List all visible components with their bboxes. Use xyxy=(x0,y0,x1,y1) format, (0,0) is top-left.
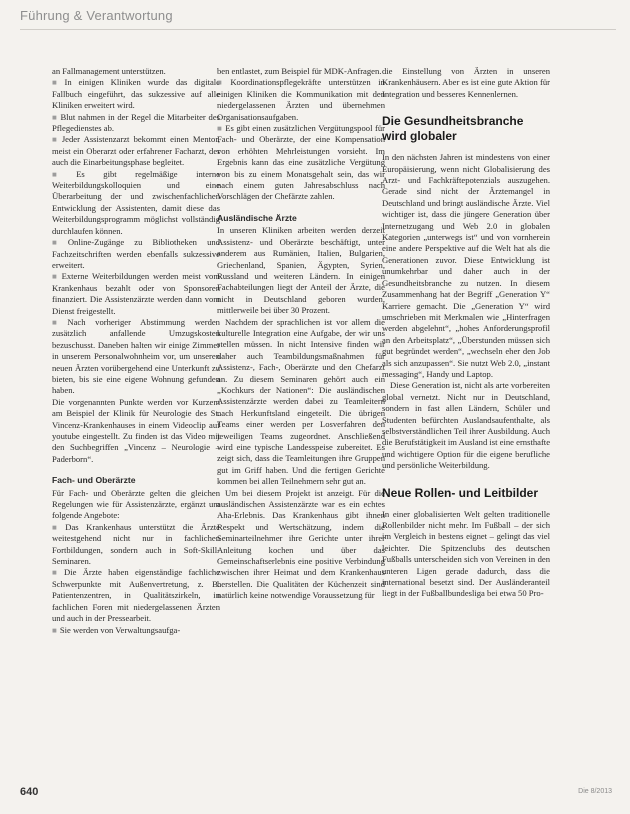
issue-label: Die 8/2013 xyxy=(578,788,612,795)
bullet-item: ■ Das Krankenhaus unterstützt die Ärzte weitestgehend nicht nur in fachlichen Fortbildungen, sondern auch in Soft-Skill-Seminaren. xyxy=(52,522,220,568)
bullet-item: ■ Es gibt regelmäßige interne Weiterbildungskolloquien und eine Überarbeitung der und zwischenfachlichen Entwicklung der Assistenten, damit diese das Weiterbildungsprogramm möglichst vollständig durchlaufen können. xyxy=(52,169,220,237)
text-column-1 xyxy=(52,66,220,636)
bullet-item: ■ Jeder Assistenzarzt bekommt einen Mentor, meist ein Oberarzt oder erfahrener Facharzt, der auch die Einarbeitungsphase begleitet. xyxy=(52,134,220,168)
bullet-item: ■ Sie werden von Verwaltungsaufga- xyxy=(52,625,220,636)
bullet-item: ■ Online-Zugänge zu Bibliotheken und Fachzeitschriften werden ebenfalls sukzessive erweitert. xyxy=(52,237,220,271)
paragraph: Die vorgenannten Punkte werden vor Kurzem am Beispiel der Klinik für Neurologie des St. Vincenz-Krankenhauses in einem Videoclip auf youtube eingestellt. Zu finden ist das Video mit den Suchbegriffen „Vincenz – Neurologie – Paderborn“. xyxy=(52,396,220,464)
section-heading: Neue Rollen- und Leitbilder xyxy=(382,485,539,500)
bullet-item: ■ Blut nahmen in der Regel die Mitarbeiter des Pflegedienstes ab. xyxy=(52,112,220,135)
paragraph: Für Fach- und Oberärzte gelten die gleichen Regelungen wie für Assistenzärzte, ergänzt um folgende Angebote: xyxy=(52,487,220,521)
text-column-2 xyxy=(217,66,385,602)
section-heading: Die Gesundheitsbranche wird globaler xyxy=(382,114,524,144)
paragraph: Diese Generation ist, nicht als arte vorbereiten global vernetzt. Nicht nur in Deutschland, sondern in fast allen Ländern, Schüler und Studenten befürchten Auslandsaufenthalte, als selbstverständlichen Teil ihrer Ausbildung. Auch die Berufstätigkeit im Ausland ist eine ernsthafte und wichtigere Option für die eigene berufliche und persönliche Weiterbildung. xyxy=(382,380,551,471)
subheading: Ausländische Ärzte xyxy=(217,212,297,223)
bullet-item: ■ Externe Weiterbildungen werden meist vom Krankenhaus bezahlt oder von Sponsoren finanziert. Die Assistenzärzte werden dann vom Dienst freigestellt. xyxy=(52,271,220,317)
paragraph: In einer globalisierten Welt gelten traditionelle Rollenbilder nicht mehr. Im Fußball – der sich im Vergleich in bestens eignet – gelingt das viel leichter. Die Spitzenclubs des deutschen Fußballs unterscheiden sich von Vereinen in den unteren Ligen gerade dadurch, dass die international besetzt sind. Der Ausländeranteil liegt in der Fußballbundesliga bei etwa 50 Pro- xyxy=(382,508,550,599)
paragraph: die Einstellung von Ärzten in unseren Krankenhäusern. Aber es ist eine gute Aktion für Integration und besseres Kennenlernen. xyxy=(382,66,551,99)
bullet-item: ■ Es gibt einen zusätzlichen Vergütungspool für Fach- und Oberärzte, der eine Kompensation von erhöhten Mehrleistungen vorsieht. Im Ergebnis kann das eine zusätzliche Vergütung von bis zu einem Monatsgehalt sein, das wir nach einem guten Jahresabschluss nach Vorschlägen der Chefärzte zahlen. xyxy=(217,123,385,203)
paragraph: ben entlastet, zum Beispiel für MDK-Anfragen. xyxy=(217,66,382,76)
bullet-item: ■ Die Ärzte haben eigenständige fachliche Schwerpunkte mit Außenvertretung, z. B. Patientenzentren, in Qualitätszirkeln, in fachlichen Foren mit niedergelassenen Ärzten und auch in der Pressearbeit. xyxy=(52,567,220,624)
bullet-item: ■ Koordinationspflegekräfte unterstützen in einigen Kliniken die Kommunikation mit den niedergelassenen Ärzten und übernehmen Organisationsaufgaben. xyxy=(217,77,385,123)
paragraph: Um bei diesem Projekt ist anzeigt. Für die ausländischen Assistenzärzte war es ein echtes Aha-Erlebnis. Das Krankenhaus gibt ihnen Respekt und Wertschätzung, indem die Seminarteilnehmer ihre Gerichte unter ihrer Anleitung kochen und über das Gemeinschaftserlebnis eine positive Verbindung zwischen ihrer Heimat und dem Krankenhaus herstellen. Die Qualitäten der Küchenzeit sind natürlich keine notwendige Voraussetzung für xyxy=(217,487,385,601)
text-column-3 xyxy=(382,66,550,600)
paragraph: an Fallmanagement unterstützen. xyxy=(52,66,166,76)
page-number: 640 xyxy=(20,786,39,798)
bullet-item: ■ Nach vorheriger Abstimmung werden zusätzlich anfallende Umzugskosten bezuschusst. Daneben halten wir einige Zimmer in unserem Personalwohnheim vor, um unseren neuen Ärzten vorübergehend eine Unterkunft zu bieten, bis sie eine eigene Wohnung gefunden haben. xyxy=(52,317,220,397)
header-divider xyxy=(20,29,616,30)
paragraph: In unseren Kliniken arbeiten werden derzeit Assistenz- und Oberärzte beschäftigt, unter anderem aus Rumänien, Italien, Bulgarien, Griechenland, Spanien, Ägypten, Syrien, Russland und weiteren Ländern. In einigen Fachabteilungen liegt der Anteil der Ärzte, die nicht in Deutschland geboren wurden, mittlerweile bei über 30 Prozent. xyxy=(217,225,385,316)
paragraph: In den nächsten Jahren ist mindestens von einer Europäisierung, wenn nicht Globalisierung des Arzt- und Fachkräftepotenzials auszugehen. Gerade sind nicht der Ärztemangel in Deutschland und bringt ausländische Ärzte. Viel wichtiger ist, dass die jüngere Generation über Internetzugang und Web 2.0 in globalen Kategorien „unterwegs ist“ und von vornherein eine andere Perspektive auf die Welt hat als die Generationen zuvor. Diese Entwicklung ist unumkehrbar und daher auch in der Gesundheitsbranche zu nutzen. In diesem Zusammenhang hat der Begriff „Generation Y“ Karriere gemacht. Die „Generation Y“ wird umschrieben mit Merkmalen wie „Hinterfragen werden abgelehnt“, „hohes Anforderungsprofil an den Arbeitsplatz“, „Überstunden müssen sich gut begründet werden“, „wechseln eher den Job als sich anzupassen“. Sie nutzt Web 2.0, „instant messaging“, Handy und Laptop. xyxy=(382,152,550,379)
paragraph: Nachdem der sprachlichen ist vor allem die kulturelle Integration eine Aufgabe, der wir uns stellen müssen. In nicht Intensive finden wir daher auch Teambildungsmaßnahmen für Assistenz-, Fach-, Oberärzte und den Chefarzt an. Zu diesem Seminaren gehört auch ein „Kochkurs der Nationen“: Die ausländischen Assistenzärzte werden dabei zu Teamleitern nach Herkunftsland eingeteilt. Die übrigen Teams einer werden per Losverfahren den jeweiligen Teams zugeordnet. Anschließend wird eine typische Landesspeise zubereitet. Es zeigt sich, dass die Teamleitungen ihre Gruppen gut im Griff haben. Und die fertigen Gerichte kommen bei allen Teilnehmern sehr gut an. xyxy=(217,316,385,487)
subheading: Fach- und Oberärzte xyxy=(52,475,136,486)
section-header: Führung & Verantwortung xyxy=(20,8,173,23)
bullet-item: ■ In einigen Kliniken wurde das digitale Fallbuch eingeführt, das sukzessive auf alle Kliniken erweitert wird. xyxy=(52,77,220,111)
